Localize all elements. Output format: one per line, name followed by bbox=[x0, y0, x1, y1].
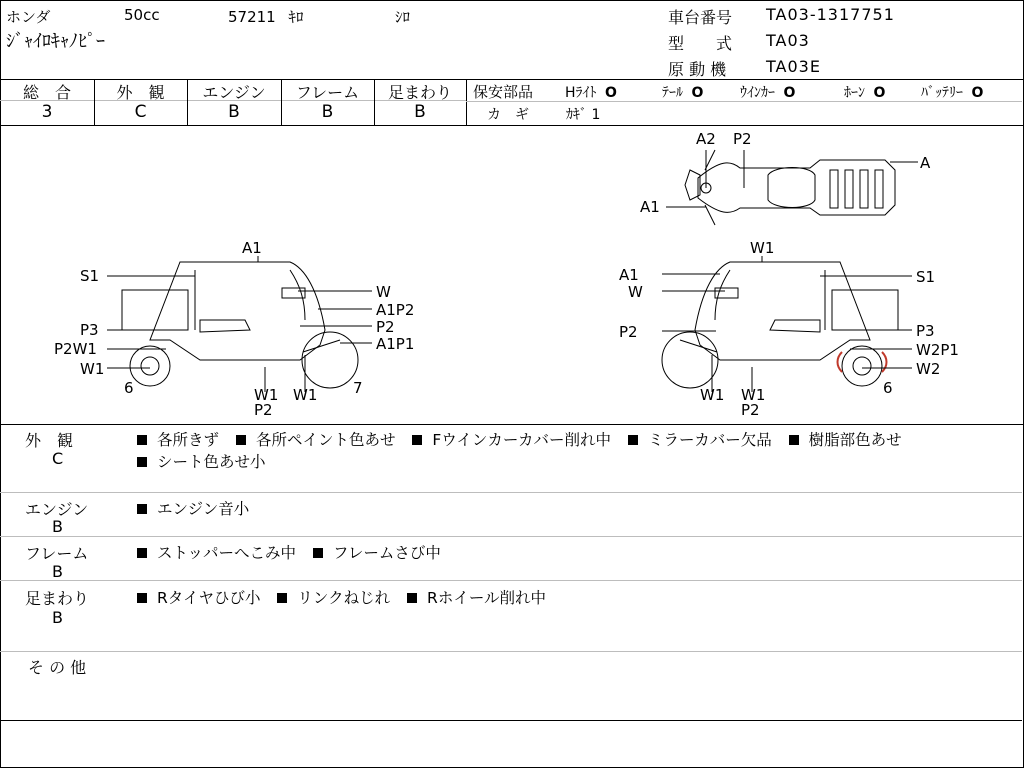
label-w1: W1 bbox=[254, 386, 279, 404]
scooter-right-view bbox=[662, 256, 912, 392]
grade-suspension: B bbox=[414, 102, 426, 122]
remark-item: ミラーカバー欠品 bbox=[648, 431, 772, 449]
label-a1: A1 bbox=[619, 266, 639, 284]
remark-grade-suspension: B bbox=[52, 608, 63, 627]
check-mark: O bbox=[691, 85, 704, 101]
remark-item: Rホイール削れ中 bbox=[427, 589, 547, 607]
engine-value: TA03E bbox=[766, 57, 821, 76]
remark-item: 各所きず bbox=[157, 431, 220, 449]
bullet-icon bbox=[137, 457, 147, 467]
bullet-icon bbox=[236, 435, 246, 445]
bullet-icon bbox=[407, 593, 417, 603]
check-mark: O bbox=[783, 85, 796, 101]
remark-item: エンジン音小 bbox=[157, 500, 250, 518]
bullet-icon bbox=[789, 435, 799, 445]
remark-item: 各所ペイント色あせ bbox=[255, 431, 396, 449]
label-a1p1: A1P1 bbox=[376, 335, 415, 353]
model-label: 型 式 bbox=[668, 34, 733, 53]
bullet-icon bbox=[277, 593, 287, 603]
remark-grade-engine: B bbox=[52, 517, 63, 536]
safety-title: 保安部品 bbox=[473, 83, 534, 101]
safety-item-winker: ｳｲﾝｶｰ O bbox=[740, 85, 796, 101]
remark-item: 樹脂部色あせ bbox=[808, 431, 902, 449]
rule bbox=[0, 580, 1022, 581]
maker: ホンダ bbox=[6, 8, 51, 26]
bullet-icon bbox=[313, 548, 323, 558]
condition-diagram bbox=[0, 126, 1022, 424]
label-w1: W1 bbox=[293, 386, 318, 404]
mileage-value: 57211 bbox=[228, 8, 276, 26]
model-name: ｼﾞｬｲﾛｷｬﾉﾋﾟｰ bbox=[6, 31, 105, 52]
label-w: W bbox=[628, 283, 643, 301]
remark-item: フレームさび中 bbox=[332, 544, 441, 562]
remark-title-suspension: 足まわり bbox=[25, 589, 90, 608]
label-p2w1: P2W1 bbox=[54, 340, 97, 358]
bullet-icon bbox=[137, 548, 147, 558]
remark-title-engine: エンジン bbox=[25, 500, 89, 519]
label-w2: W2 bbox=[916, 360, 941, 378]
label-p3: P3 bbox=[916, 322, 935, 340]
check-mark: O bbox=[971, 85, 984, 101]
mileage-unit: ｷﾛ bbox=[288, 8, 304, 26]
scooter-top-view bbox=[666, 150, 918, 225]
label-a1: A1 bbox=[640, 198, 660, 216]
label-a1p2: A1P2 bbox=[376, 301, 415, 319]
label-w1: W1 bbox=[750, 239, 775, 257]
remark-title-exterior: 外 観 bbox=[25, 431, 74, 450]
remark-line bbox=[137, 450, 278, 472]
rule bbox=[0, 651, 1022, 652]
chassis-value: TA03-1317751 bbox=[766, 5, 895, 24]
label-w: W bbox=[376, 283, 391, 301]
label-w1: W1 bbox=[741, 386, 766, 404]
safety-item-headlight: Hﾗｲﾄ O bbox=[565, 85, 617, 101]
grade-engine: B bbox=[228, 102, 240, 122]
check-mark: O bbox=[873, 85, 886, 101]
mileage bbox=[228, 6, 304, 27]
bullet-icon bbox=[137, 593, 147, 603]
label-p2: P2 bbox=[741, 401, 760, 419]
check-mark: O bbox=[604, 85, 617, 101]
remark-title-frame: フレーム bbox=[25, 544, 89, 563]
remark-line bbox=[137, 497, 261, 519]
key-value: ｶｷﾞ 1 bbox=[566, 107, 601, 123]
label-a: A bbox=[920, 154, 931, 172]
label-a1: A1 bbox=[242, 239, 262, 257]
remark-item: シート色あせ小 bbox=[157, 453, 266, 471]
remark-item: Fウインカーカバー削れ中 bbox=[432, 431, 612, 449]
label-s1: S1 bbox=[916, 268, 936, 286]
remark-grade-frame: B bbox=[52, 562, 63, 581]
label-s1: S1 bbox=[80, 267, 100, 285]
rule bbox=[466, 79, 467, 125]
key-label: カ ギ bbox=[487, 107, 529, 123]
remark-line bbox=[137, 586, 558, 608]
safety-item-battery: ﾊﾞｯﾃﾘｰ O bbox=[921, 85, 984, 101]
label-p2: P2 bbox=[254, 401, 273, 419]
engine-label: 原 動 機 bbox=[668, 60, 727, 79]
bullet-icon bbox=[412, 435, 422, 445]
label-6: 6 bbox=[124, 379, 134, 397]
label-7: 7 bbox=[353, 379, 363, 397]
remark-line bbox=[137, 428, 914, 450]
scooter-left-view bbox=[107, 256, 372, 392]
grade-overall: 3 bbox=[41, 102, 53, 122]
model-value: TA03 bbox=[766, 31, 810, 50]
grade-header-overall: 総 合 bbox=[22, 83, 71, 102]
safety-item-tail: ﾃｰﾙ O bbox=[662, 85, 704, 101]
remark-item: ストッパーへこみ中 bbox=[157, 544, 297, 562]
remark-item: Rタイヤひび小 bbox=[157, 589, 261, 607]
bullet-icon bbox=[137, 435, 147, 445]
rule bbox=[0, 492, 1022, 493]
grade-frame: B bbox=[321, 102, 334, 122]
grade-header-frame: フレーム bbox=[295, 83, 360, 102]
remark-line bbox=[137, 541, 453, 563]
label-p3: P3 bbox=[80, 321, 99, 339]
chassis-label: 車台番号 bbox=[668, 8, 733, 27]
rule bbox=[0, 720, 1022, 721]
safety-item-horn: ﾎｰﾝ O bbox=[844, 85, 886, 101]
remark-item: リンクねじれ bbox=[297, 589, 391, 607]
label-p2: P2 bbox=[619, 323, 638, 341]
bullet-icon bbox=[137, 504, 147, 514]
label-w1: W1 bbox=[80, 360, 105, 378]
label-p2: P2 bbox=[376, 318, 395, 336]
grade-header-engine: エンジン bbox=[202, 83, 266, 102]
label-6: 6 bbox=[883, 379, 893, 397]
bullet-icon bbox=[628, 435, 638, 445]
remark-title-other: そ の 他 bbox=[28, 658, 87, 677]
color: ｼﾛ bbox=[395, 8, 411, 26]
grade-header-suspension: 足まわり bbox=[387, 83, 452, 102]
rule bbox=[0, 424, 1024, 425]
label-w2p1: W2P1 bbox=[916, 341, 959, 359]
grade-exterior: C bbox=[134, 102, 147, 122]
label-a2: A2 bbox=[696, 130, 716, 148]
rule bbox=[0, 536, 1022, 537]
label-p2: P2 bbox=[733, 130, 752, 148]
label-w1: W1 bbox=[700, 386, 725, 404]
grade-header-exterior: 外 観 bbox=[116, 83, 165, 102]
remark-grade-exterior: C bbox=[52, 449, 64, 468]
displacement: 50cc bbox=[124, 6, 160, 24]
